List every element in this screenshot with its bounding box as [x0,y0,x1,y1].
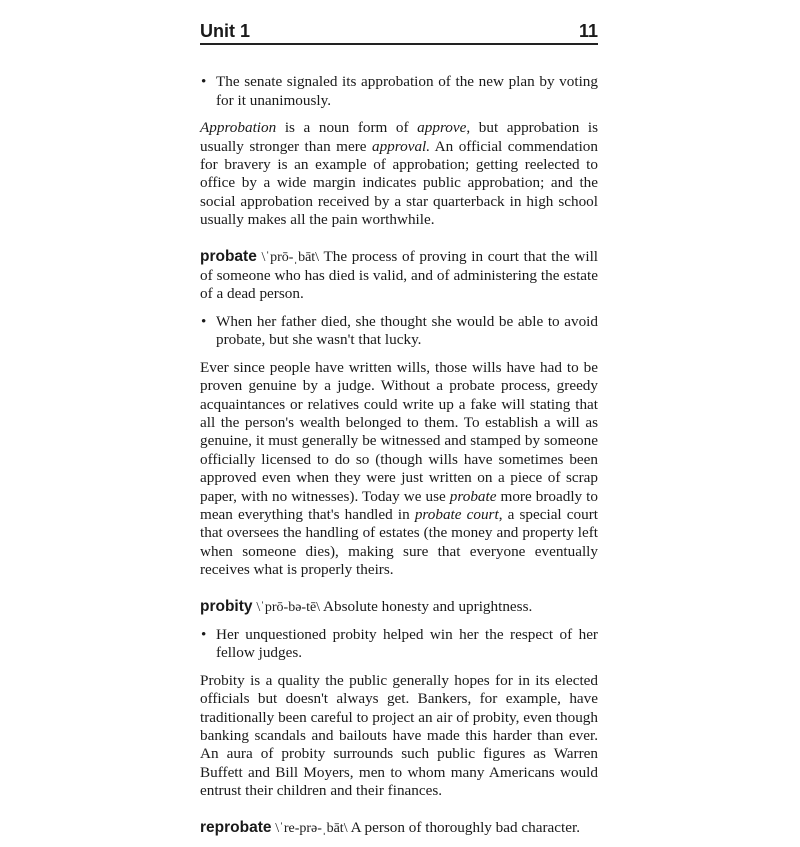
entry-probity [200,598,598,617]
headword: probity [200,597,253,615]
pronunciation: \ˈprō-bə-tē\ [256,599,321,615]
definition: The process of proving in court that the will of someone who has died is valid, and of administering the estate of a dead person. [200,247,599,303]
explanation-paragraph [200,672,598,801]
entry-probate [200,248,598,304]
dictionary-page [200,22,598,847]
entry-reprobate [200,819,598,838]
text-segment: more broadly to mean everything that's handled in [200,487,598,523]
unit-title: Unit 1 [200,21,251,41]
text-segment: is a noun form of [276,119,418,137]
italic-term: probate court [414,505,499,523]
example-sentence: • The senate signaled its approbation of the new plan by voting for it unanimously. [200,73,598,110]
headword: reprobate [200,818,272,836]
italic-term: approve [417,119,467,137]
italic-term: approval. [371,137,431,155]
explanation-paragraph [200,119,598,229]
example-sentence: • Her unquestioned probity helped win her the respect of her fellow judges. [200,626,598,663]
text-segment: , a special court that oversees the handling of estates (the money and property left when someone dies), making sure that everyone eventually receives what is properly theirs. [200,505,598,579]
text-segment: Probity is a quality the public generally hopes for in its elected officials but doesn't always get. Bankers, for example, have traditionally been careful to project an air of probity, even though banking scandals and bailouts have made this harder than ever. An aura of probity surrounds such public figures as Warren Buffett and Bill Moyers, men to whom many Americans would entrust their children and their finances. [200,671,598,800]
text-segment: , but approbation is usually stronger than mere [200,119,598,155]
page-header [200,22,598,45]
pronunciation: \ˈre-prə-ˌbāt\ [275,820,348,836]
definition: A person of thoroughly bad character. [350,818,580,836]
definition: Absolute honesty and uprightness. [323,597,533,615]
text-segment: An official commendation for bravery is an example of approbation; getting reelected to office by a wide margin indicates public approbation; and the social approbation received by a star quarterback in high school usually makes all the pain worthwhile. [200,137,598,229]
headword: probate [200,247,257,265]
italic-term: Approbation [200,119,277,137]
italic-term: probate [449,487,497,505]
page-number: 11 [578,21,598,41]
pronunciation: \ˈprō-ˌbāt\ [261,249,320,265]
explanation-paragraph [200,359,598,580]
example-sentence: • When her father died, she thought she would be able to avoid probate, but she wasn't that lucky. [200,313,598,350]
entries [200,248,598,838]
text-segment: Ever since people have written wills, those wills have had to be proven genuine by a judge. Without a probate process, greedy acquaintances or relatives could write up a fake will stating that all the person's wealth belonged to them. To establish a will as genuine, it must generally be witnessed and stamped by someone officially licensed to do so (though wills have sometimes been approved even when they were just written on a piece of scrap paper, with no witnesses). Today we use [200,358,598,505]
